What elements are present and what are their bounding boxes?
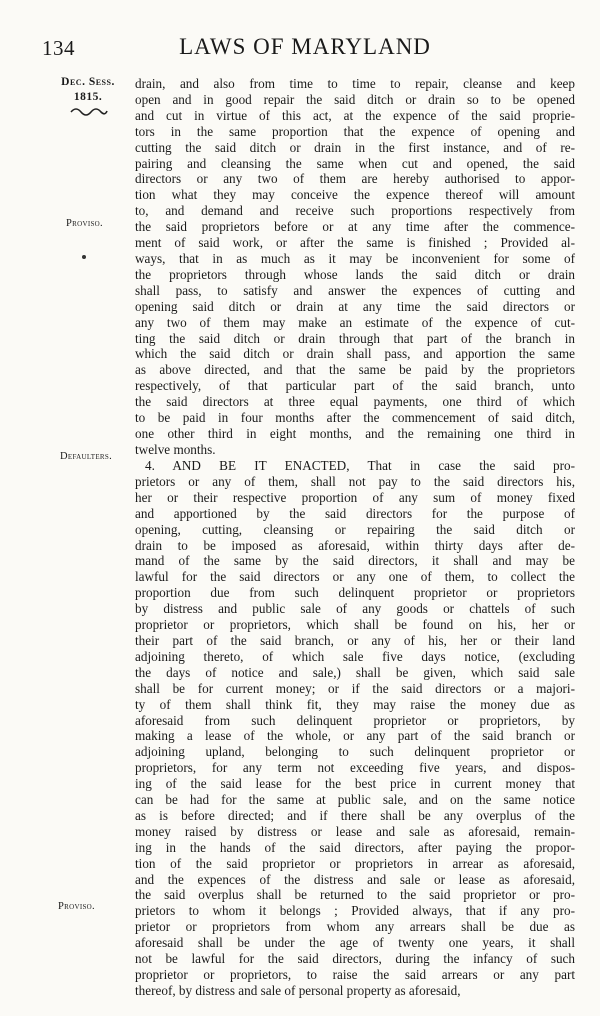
text-line: and apportioned by the said directors for the purpose of bbox=[135, 505, 575, 521]
text-line: and cut in virtue of this act, at the expence of the said proprie- bbox=[135, 107, 575, 123]
body-paragraph-continuation bbox=[135, 76, 575, 458]
text-line: tion of the said proprietor or proprietors in arrear as aforesaid, bbox=[135, 855, 575, 871]
text-line: lawful for the said directors or any one of them, to collect the bbox=[135, 569, 575, 585]
text-line: opening said ditch or drain at any time the said directors or bbox=[135, 298, 575, 314]
stray-mark bbox=[82, 255, 86, 259]
text-line: respectively, of that particular part of the said branch, unto bbox=[135, 378, 575, 394]
text-line: aforesaid from such delinquent proprietor or proprietors, by bbox=[135, 712, 575, 728]
text-line: drain, and also from time to time to repair, cleanse and keep bbox=[135, 76, 575, 91]
text-line: to, and demand and receive such proportions respectively from bbox=[135, 203, 575, 219]
text-line: 4. AND BE IT ENACTED, That in case the said pro- bbox=[145, 458, 575, 473]
text-line: prietors to whom it belongs ; Provided always, that if any pro- bbox=[135, 903, 575, 919]
running-head: LAWS OF MARYLAND bbox=[179, 34, 431, 59]
text-line: by distress and public sale of any goods or chattels of such bbox=[135, 601, 575, 617]
text-line: twelve months. bbox=[135, 441, 216, 457]
text-line: proprietor or proprietors, to raise the said arrears or any part bbox=[135, 967, 575, 982]
text-line: directors or any two of them are hereby authorised to appor- bbox=[135, 171, 575, 187]
text-line: cutting the said ditch or drain in the first instance, and of re- bbox=[135, 139, 575, 155]
text-line: prietors or any of them, shall not pay to the said directors his, bbox=[135, 473, 575, 489]
margin-note-proviso-2: Proviso. bbox=[58, 901, 95, 912]
session-label: Dec. Sess. bbox=[61, 76, 115, 88]
text-line: tion what they may conceive the expence thereof will amount bbox=[135, 187, 575, 203]
text-line: which the said ditch or drain shall pass, and apportion the same bbox=[135, 346, 575, 362]
text-line: mand of the same by the said directors, it shall and may be bbox=[135, 553, 575, 569]
text-line: ty of them shall think fit, they may raise the money due as bbox=[135, 696, 575, 712]
text-line: proportion due from such delinquent proprietor or proprietors bbox=[135, 585, 575, 601]
margin-note-proviso-1: Proviso. bbox=[66, 218, 103, 229]
text-line: making a lease of the whole, or any part of the said branch or bbox=[135, 728, 575, 744]
text-line: adjoining upland, belonging to such delinquent proprietor or bbox=[135, 744, 575, 760]
body-paragraph-section-4 bbox=[135, 458, 575, 999]
text-line: proprietors, for any term not exceeding five years, and dispos- bbox=[135, 760, 575, 776]
text-line: the said directors at three equal payments, one third of which bbox=[135, 394, 575, 410]
text-line: ing in the hands of the said directors, after paying the propor- bbox=[135, 839, 575, 855]
text-line: one other third in eight months, and the remaining one third in bbox=[135, 425, 575, 441]
session-note bbox=[48, 75, 128, 105]
session-year: 1815. bbox=[73, 91, 103, 103]
text-line: and the expences of the distress and sale or lease as aforesaid, bbox=[135, 871, 575, 887]
text-line: shall be for current money; or if the said directors or a majori- bbox=[135, 680, 575, 696]
text-line: their part of the said branch, or any of his, her or their land bbox=[135, 632, 575, 648]
text-line: pairing and cleansing the same when cut and opened, the said bbox=[135, 155, 575, 171]
text-line: open and in good repair the said ditch or drain so to be opened bbox=[135, 91, 575, 107]
text-line: prietor or proprietors from whom any arrears shall be due as bbox=[135, 919, 575, 935]
text-line: the said overplus shall be returned to the said proprietor or pro- bbox=[135, 887, 575, 903]
text-line: any two of them may make an estimate of the expence of cut- bbox=[135, 314, 575, 330]
text-line: tors in the same proportion that the expence of opening and bbox=[135, 123, 575, 139]
text-line: adjoining thereto, of which sale five days notice, (excluding bbox=[135, 648, 575, 664]
margin-note-defaulters: Defaulters. bbox=[60, 451, 113, 462]
text-line: as above directed, and that the same be paid by the proprietors bbox=[135, 362, 575, 378]
text-line: thereof, by distress and sale of personal property as aforesaid, bbox=[135, 982, 461, 998]
text-line: to be paid in four months after the commencement of said ditch, bbox=[135, 410, 575, 426]
text-line: shall pass, to satisfy and answer the expences of cutting and bbox=[135, 282, 575, 298]
text-line: opening, cutting, cleansing or repairing the said ditch or bbox=[135, 521, 575, 537]
text-line: aforesaid shall be under the age of twenty one years, it shall bbox=[135, 935, 575, 951]
text-line: the days of notice and sale,) shall be given, which said sale bbox=[135, 664, 575, 680]
flourish-icon bbox=[69, 107, 109, 121]
text-line: the said proprietors before or at any time after the commence- bbox=[135, 219, 575, 235]
text-line: proprietor or proprietors, which shall be found on his, her or bbox=[135, 617, 575, 633]
text-line: her or their respective proportion of any sum of money fixed bbox=[135, 489, 575, 505]
text-line: not be lawful for the said directors, during the infancy of such bbox=[135, 951, 575, 967]
text-line: drain to be imposed as aforesaid, within thirty days after de- bbox=[135, 537, 575, 553]
text-line: ing of the said lease for the best price in current money that bbox=[135, 776, 575, 792]
text-line: ment of said work, or after the same is finished ; Provided al- bbox=[135, 235, 575, 251]
text-line: the proprietors through whose lands the said ditch or drain bbox=[135, 266, 575, 282]
text-line: money raised by distress or lease and sale as aforesaid, remain- bbox=[135, 823, 575, 839]
text-line: ways, that in as much as it may be inconvenient for some of bbox=[135, 250, 575, 266]
text-line: can be had for the same at public sale, and on the same notice bbox=[135, 792, 575, 808]
text-line: ting the said ditch or drain through that part of the branch in bbox=[135, 330, 575, 346]
page-number: 134 bbox=[42, 36, 75, 60]
text-line: as is before directed; and if there shall be any overplus of the bbox=[135, 807, 575, 823]
